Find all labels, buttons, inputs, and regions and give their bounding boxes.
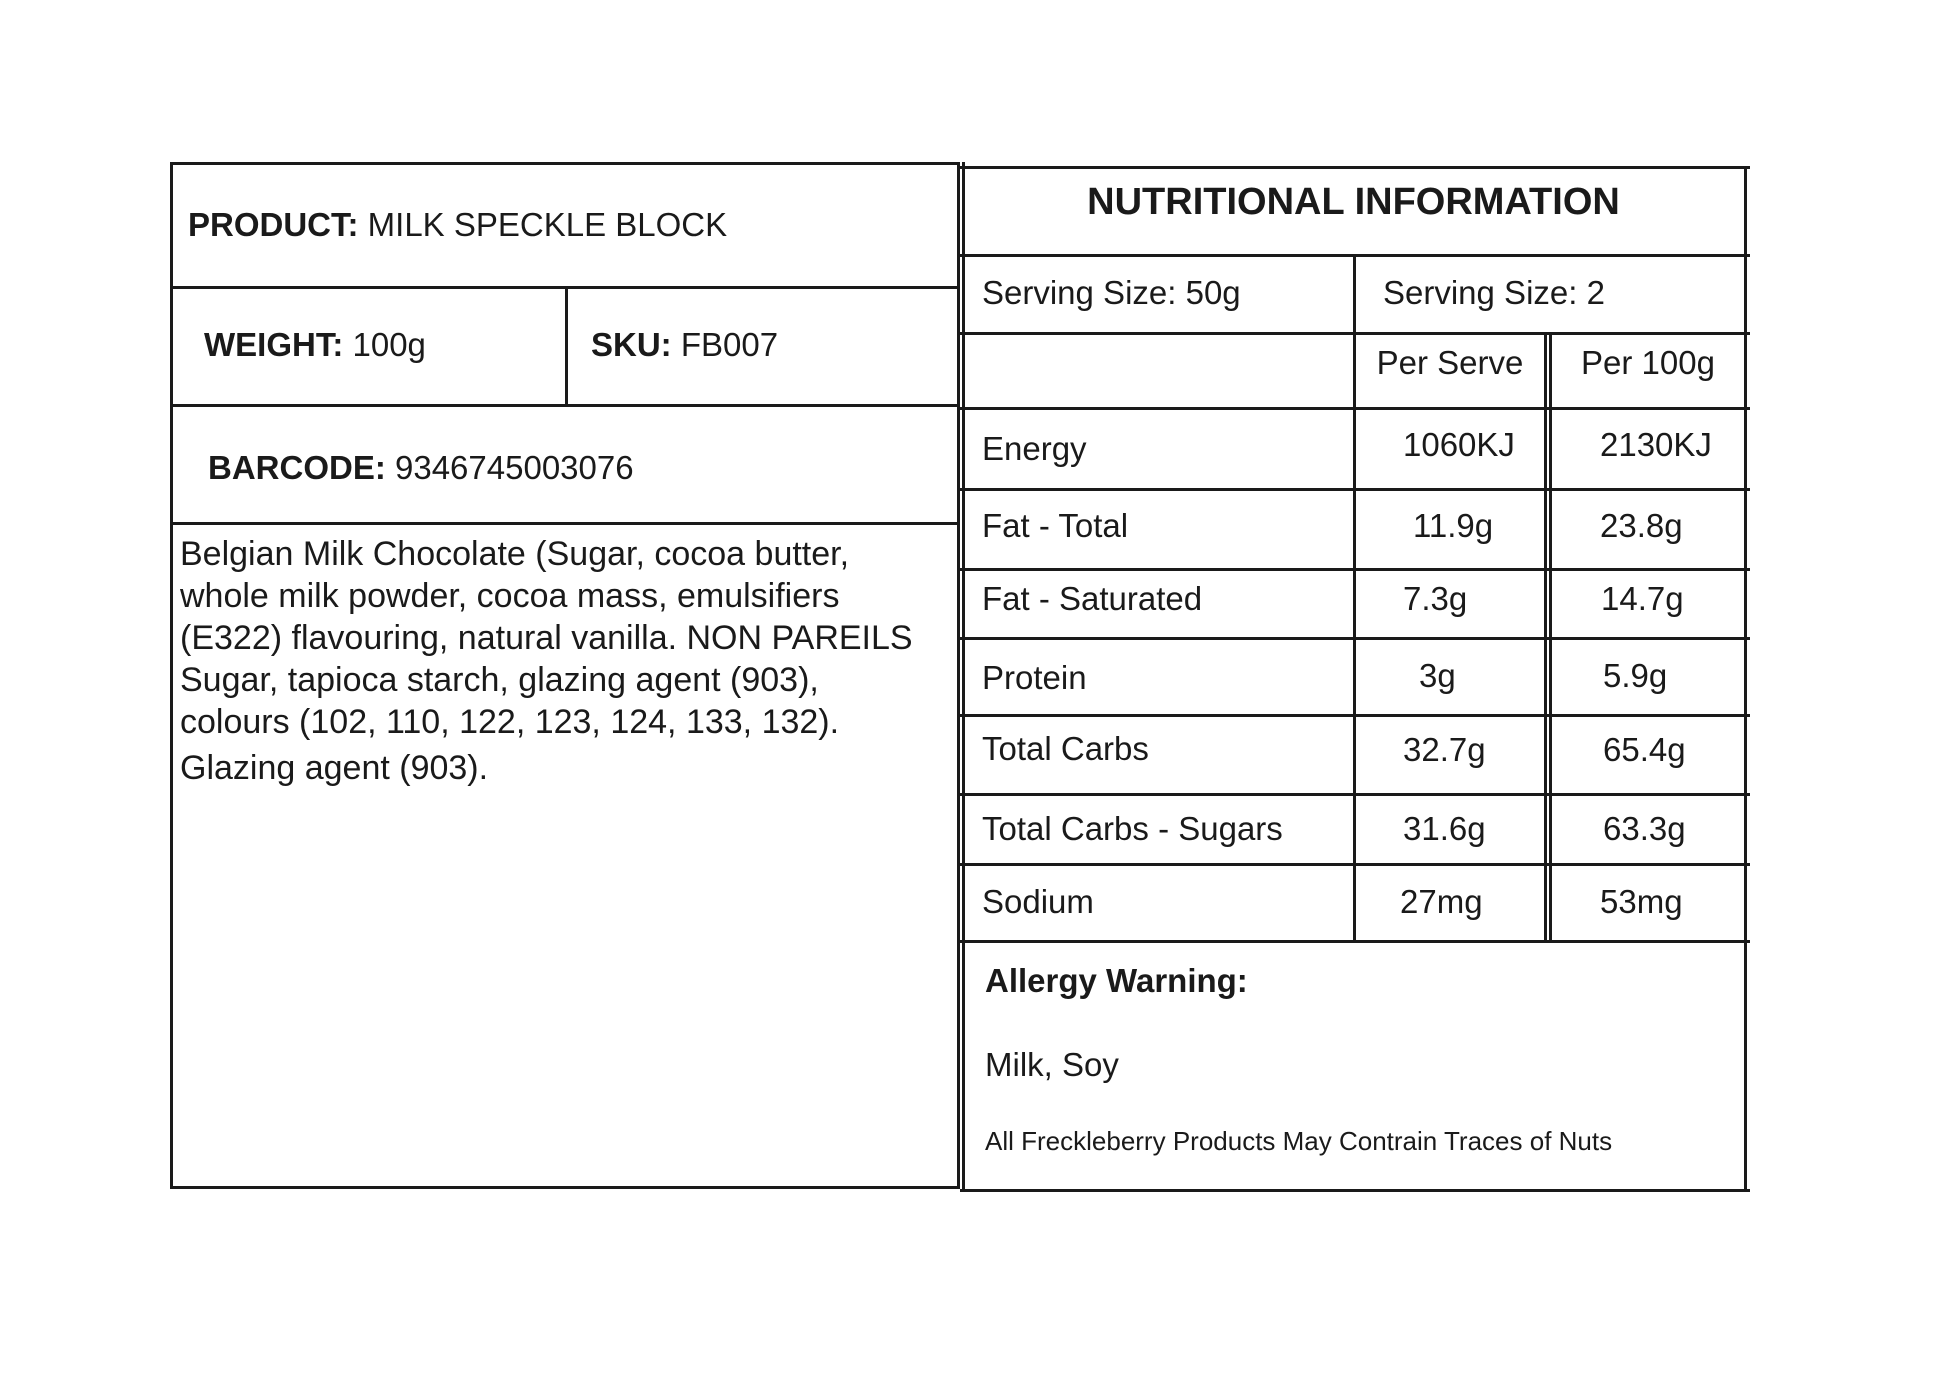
ingredients-line: Sugar, tapioca starch, glazing agent (903), [180,661,819,699]
ingredients-line: Belgian Milk Chocolate (Sugar, cocoa butter, [180,535,850,573]
sku-value: FB007 [680,326,779,363]
nutrition-title: NUTRITIONAL INFORMATION [1087,181,1620,223]
nutrient-name: Protein [982,659,1087,696]
nutrient-per-100g: 5.9g [1603,657,1668,694]
nutrient-name: Total Carbs [982,730,1149,767]
ingredients-line: (E322) flavouring, natural vanilla. NON PAREILS [180,619,913,657]
ingredients-line: whole milk powder, cocoa mass, emulsifiers [180,577,840,615]
nutrient-per-serve: 1060KJ [1403,426,1515,463]
right-bottom-border [960,1189,1750,1192]
nutrient-name: Fat - Total [982,507,1129,544]
nutrient-name: Total Carbs - Sugars [982,810,1283,847]
left-outer-border [170,162,173,1189]
nutrient-name: Fat - Saturated [982,580,1203,617]
product-name: MILK SPECKLE BLOCK [367,206,728,243]
weight-sku-divider [565,286,568,407]
nutrient-per-serve: 31.6g [1403,810,1486,847]
nutrient-per-100g: 53mg [1600,883,1683,920]
allergy-title: Allergy Warning: [985,962,1248,999]
nutrient-name: Sodium [982,883,1094,920]
nutrient-per-100g: 14.7g [1601,580,1684,617]
servings-per-pack: Serving Size: 2 [1383,274,1605,311]
left-bottom-border [170,1186,960,1189]
ingredients-line: Glazing agent (903). [180,749,489,787]
left-top-border [170,162,960,165]
weight-field [204,328,426,361]
sku-field [591,328,778,361]
nutrient-per-100g: 23.8g [1600,507,1683,544]
nutrient-per-serve: 3g [1419,657,1456,694]
product-field [188,208,727,241]
barcode-value: 9346745003076 [395,449,634,486]
barcode-field [208,451,634,484]
ingredients-line: colours (102, 110, 122, 123, 124, 133, 132). [180,703,840,741]
nutrient-per-serve: 32.7g [1403,731,1486,768]
product-label: PRODUCT: [188,206,359,243]
nutrient-per-serve: 11.9g [1413,507,1494,544]
nutrient-per-serve: 27mg [1400,883,1483,920]
nutrient-per-100g: 2130KJ [1600,426,1712,463]
nutrient-name: Energy [982,430,1087,467]
serving-size: Serving Size: 50g [982,274,1241,311]
right-top-border [960,166,1750,169]
col-line-2a [1544,332,1547,943]
allergens: Milk, Soy [985,1046,1119,1083]
col-header-per-serve: Per Serve [1376,344,1524,381]
nutrient-per-serve: 7.3g [1403,580,1468,617]
center-border-b [962,162,965,1189]
nutrient-per-100g: 63.3g [1603,810,1686,847]
left-divider-3 [170,522,960,525]
right-outer-border [1744,166,1747,1192]
col-header-per-100g: Per 100g [1581,344,1715,381]
nut-trace-note: All Freckleberry Products May Contrain Traces of Nuts [985,1126,1613,1156]
barcode-label: BARCODE: [208,449,386,486]
sku-label: SKU: [591,326,672,363]
weight-label: WEIGHT: [204,326,344,363]
weight-value: 100g [352,326,426,363]
ingredients-text [180,533,960,789]
col-line-2b [1549,332,1552,943]
nutrient-per-100g: 65.4g [1603,731,1686,768]
